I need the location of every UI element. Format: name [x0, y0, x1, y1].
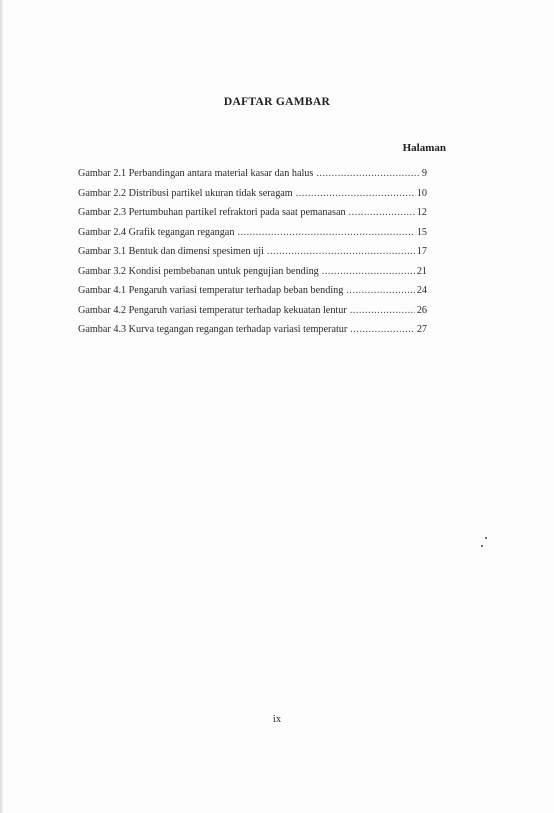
page-number: ix — [272, 714, 282, 725]
dot-leader — [350, 301, 415, 321]
entry-title: Gambar 4.1 Pengaruh variasi temperatur terhadap beban bending — [78, 285, 344, 296]
list-item — [78, 203, 427, 223]
figure-list — [78, 164, 427, 340]
entry-page: 9 — [421, 168, 427, 179]
scan-speck — [481, 545, 483, 547]
dot-leader — [316, 164, 420, 184]
entry-title: Gambar 2.3 Pertumbuhan partikel refraktori pada saat pemanasan — [78, 207, 346, 218]
entry-title: Gambar 4.3 Kurva tegangan regangan terhadap variasi temperatur — [78, 324, 348, 335]
page-edge-shadow — [0, 0, 3, 813]
entry-title: Gambar 3.1 Bentuk dan dimensi spesimen uji — [78, 246, 264, 257]
dot-leader — [349, 203, 415, 223]
list-item — [78, 242, 427, 262]
dot-leader — [350, 320, 415, 340]
entry-page: 15 — [416, 226, 427, 238]
list-item — [78, 223, 427, 243]
entry-page: 24 — [416, 285, 427, 296]
dot-leader — [296, 184, 415, 204]
entry-page: 21 — [416, 265, 427, 277]
entry-title: Gambar 4.2 Pengaruh variasi temperatur terhadap kekuatan lentur — [78, 304, 347, 316]
list-item — [78, 184, 427, 204]
dot-leader — [267, 242, 415, 262]
list-item — [78, 262, 427, 282]
list-item — [78, 281, 427, 301]
entry-title: Gambar 2.4 Grafik tegangan regangan — [78, 226, 235, 238]
entry-title: Gambar 2.2 Distribusi partikel ukuran tidak seragam — [78, 187, 293, 199]
entry-page: 26 — [416, 304, 427, 316]
entry-page: 12 — [416, 207, 427, 218]
scan-speck — [485, 537, 487, 539]
entry-title: Gambar 3.2 Kondisi pembebanan untuk pengujian bending — [78, 265, 319, 277]
dot-leader — [237, 223, 414, 243]
list-item — [78, 301, 427, 321]
entry-page: 27 — [416, 324, 427, 335]
entry-page: 10 — [416, 187, 427, 199]
entry-page: 17 — [416, 246, 427, 257]
page-column-label: Halaman — [402, 142, 446, 154]
dot-leader — [322, 262, 415, 282]
entry-title: Gambar 2.1 Perbandingan antara material kasar dan halus — [78, 168, 314, 179]
list-item — [78, 320, 427, 340]
page-title: DAFTAR GAMBAR — [223, 96, 331, 108]
list-item — [78, 164, 427, 184]
dot-leader — [346, 281, 414, 301]
